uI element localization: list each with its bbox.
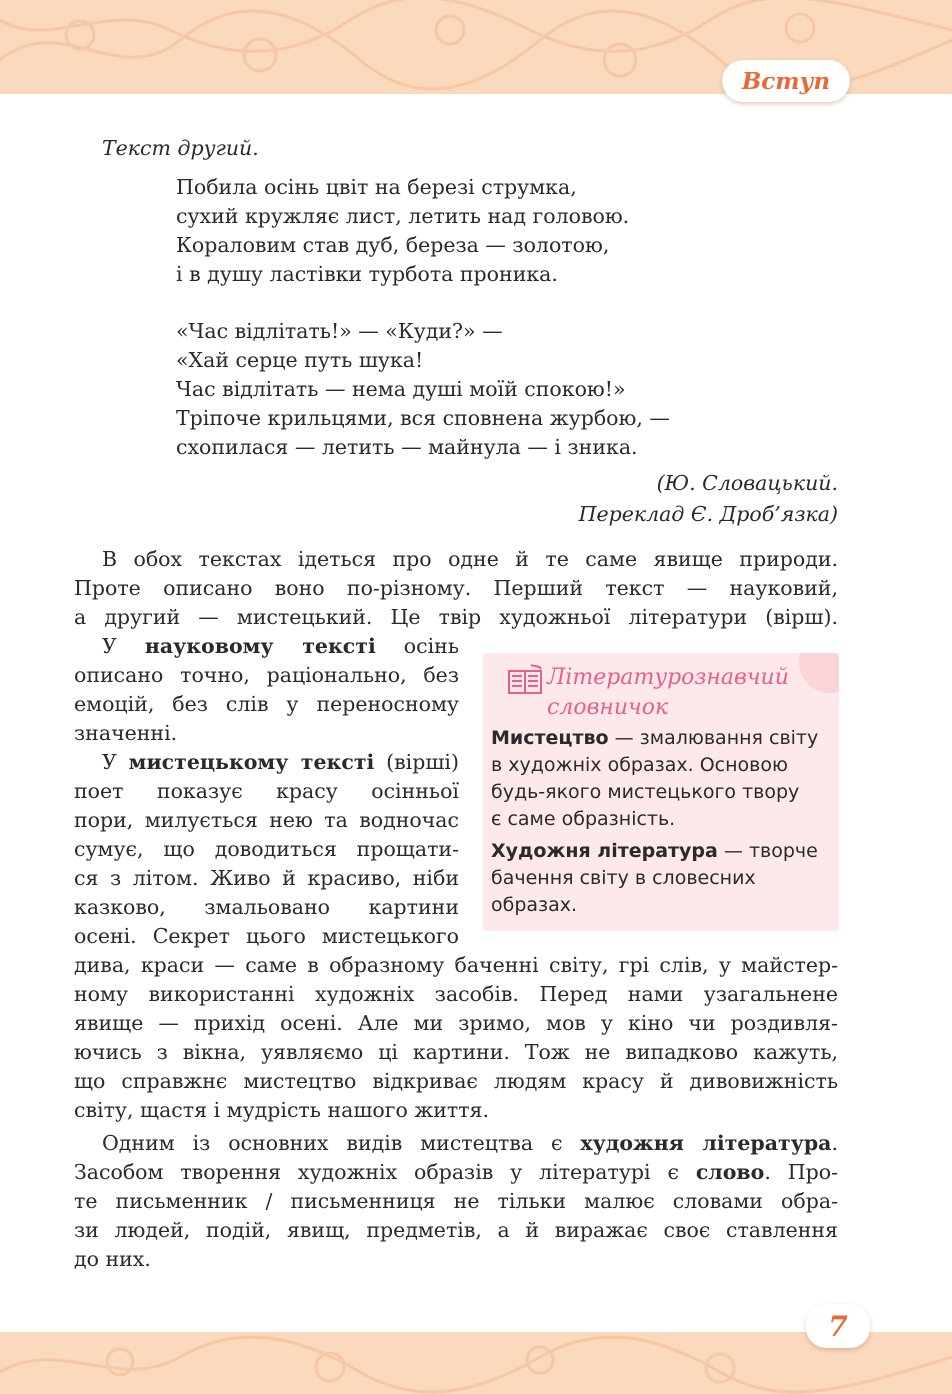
key-term: художня література [580, 1131, 832, 1155]
paragraph-line: а другий — мистецький. Це твір художньої літератури (вірш). [74, 605, 838, 629]
glossary-title: Літературознавчий словничок [547, 665, 789, 720]
attribution-author: (Ю. Словацький. [656, 471, 838, 495]
paragraph-1 [74, 545, 838, 632]
ornament-pattern [0, 1332, 952, 1394]
paragraph-line: ючись з вікна, уявляємо ці картини. Тож не випадково кажуть, [74, 1040, 838, 1064]
poem-line: Тріпоче крильцями, вся сповнена журбою, — [176, 406, 670, 430]
glossary-term: Мистецтво [491, 727, 609, 749]
paragraph-line: дива, краси — саме в образному баченні світу, грі слів, у майстер- [74, 953, 838, 977]
glossary-body [491, 725, 831, 924]
poem-line: Час відлітать — нема душі моїй спокою!» [176, 377, 626, 401]
key-term: мистецькому тексті [128, 750, 375, 774]
paragraph-line: світу, щастя і мудрість нашого життя. [74, 1098, 489, 1122]
poem-line: «Хай серце путь шука! [176, 348, 424, 372]
paragraph-line: сумує, що доводиться прощати- [74, 837, 459, 861]
paragraph-line: У мистецькому тексті (вірші) [102, 750, 459, 774]
paragraph-line: до них. [74, 1247, 151, 1271]
paragraph-line: зи людей, подій, явищ, предметів, а й виражає своє ставлення [74, 1218, 838, 1242]
paragraph-line: поет показує красу осінньої [74, 779, 459, 803]
glossary-box [483, 653, 839, 931]
poem-line: і в душу ластівки турбота проника. [176, 262, 558, 286]
attribution-translator: Переклад Є. Дроб’язка) [578, 502, 838, 526]
key-term: науковому тексті [144, 634, 376, 658]
paragraph-line: пори, милується нею та водночас [74, 808, 459, 832]
glossary-corner-decoration [799, 653, 839, 693]
glossary-entry: Мистецтво — змалювання світу в художніх образах. Основою будь-якого мистецького твору є саме образність. [491, 727, 819, 830]
paragraph-line: У науковому тексті осінь [102, 634, 459, 658]
paragraph-line: В обох текстах ідеться про одне й те саме явище природи. [102, 547, 838, 571]
paragraph-2 [74, 632, 459, 748]
paragraph-line: що справжнє мистецтво відкриває людям красу й дивовижність [74, 1069, 838, 1093]
poem-line: Кораловим став дуб, береза — золотою, [176, 233, 610, 257]
page-number-badge [806, 1304, 870, 1348]
paragraph-line: ному використанні художніх засобів. Перед нами узагальнене [74, 982, 838, 1006]
paragraph-line: Одним із основних видів мистецтва є художня література. [102, 1131, 838, 1155]
text-intro-label: Текст другий. [102, 136, 259, 160]
section-badge [722, 60, 850, 102]
paragraph-line: ся з літом. Живо й красиво, ніби [74, 866, 459, 890]
poem-line: Побила осінь цвіт на березі струмка, [176, 175, 577, 199]
book-icon [505, 663, 545, 701]
poem-attribution [579, 468, 838, 530]
paragraph-line: осені. Секрет цього мистецького [74, 924, 459, 948]
paragraph-line: те письменник / письменниця не тільки малює словами обра- [74, 1189, 838, 1213]
paragraph-3-continued [74, 951, 838, 1125]
poem-line: сухий кружляє лист, летить над головою. [176, 204, 630, 228]
paragraph-line: казково, змальовано картини [74, 895, 459, 919]
paragraph-3 [74, 748, 459, 951]
poem-stanza-2 [176, 317, 670, 462]
glossary-term: Художня література [491, 840, 718, 862]
paragraph-line: описано точно, раціонально, без [74, 663, 459, 687]
paragraph-line: Проте описано воно по-різному. Перший текст — науковий, [74, 576, 838, 600]
paragraph-line: Засобом творення художніх образів у літературі є слово. Про- [74, 1160, 838, 1184]
paragraph-line: явище — прихід осені. Але ми зримо, мов у кіно чи роздивля- [74, 1011, 838, 1035]
poem-stanza-1 [176, 173, 629, 289]
page-number: 7 [828, 1309, 848, 1343]
paragraph-4 [74, 1129, 838, 1274]
key-term: слово [695, 1160, 765, 1184]
glossary-entry: Художня література — творче бачення світу в словесних образах. [491, 840, 818, 916]
paragraph-line: значенні. [74, 721, 178, 745]
section-label: Вступ [741, 67, 831, 95]
footer-ornament-band [0, 1332, 952, 1394]
poem-line: «Час відлітать!» — «Куди?» — [176, 319, 503, 343]
poem-line: схопилася — летить — майнула — і зника. [176, 435, 638, 459]
paragraph-line: емоцій, без слів у переносному [74, 692, 459, 716]
